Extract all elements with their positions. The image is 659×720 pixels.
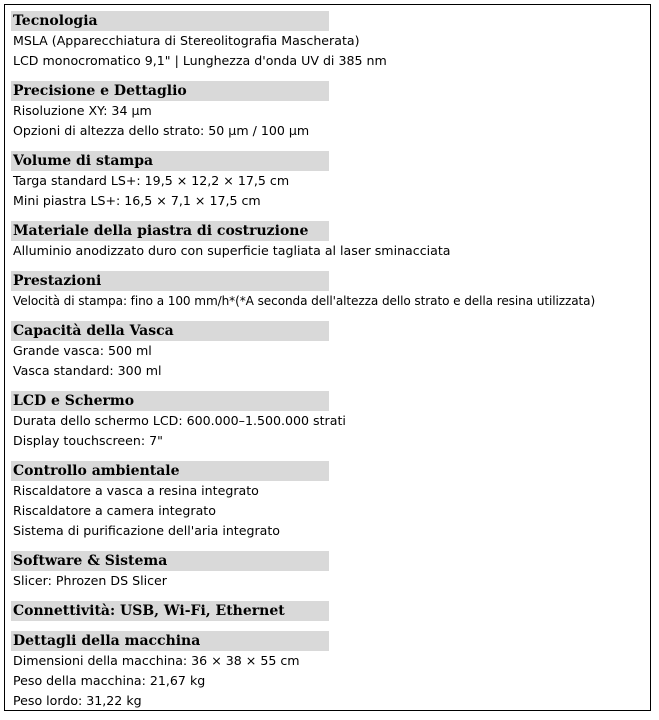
section-heading: Connettività: USB, Wi-Fi, Ethernet (11, 601, 329, 621)
section-heading: Dettagli della macchina (11, 631, 329, 651)
section-heading: Prestazioni (11, 271, 329, 291)
section-tecnologia (11, 11, 646, 71)
section-heading: Tecnologia (11, 11, 329, 31)
spec-sheet (11, 11, 646, 711)
spec-line: Vasca standard: 300 ml (13, 363, 162, 378)
section-materiale (11, 221, 646, 261)
spec-line: Riscaldatore a camera integrato (13, 503, 216, 518)
spec-line: Riscaldatore a vasca a resina integrato (13, 483, 259, 498)
spec-line: Targa standard LS+: 19,5 × 12,2 × 17,5 cm (13, 173, 290, 188)
spec-line: MSLA (Apparecchiatura di Stereolitografia Mascherata) (13, 33, 360, 48)
section-volume (11, 151, 646, 211)
spec-line: Velocità di stampa: fino a 100 mm/h*(*A seconda dell'altezza dello strato e della resina utilizzata) (13, 294, 596, 308)
section-prestazioni (11, 271, 646, 311)
spec-sheet-frame (4, 4, 651, 711)
section-heading: Materiale della piastra di costruzione (11, 221, 329, 241)
spec-line: Durata dello schermo LCD: 600.000–1.500.000 strati (13, 413, 346, 428)
section-heading: Software & Sistema (11, 551, 329, 571)
spec-line: Slicer: Phrozen DS Slicer (13, 573, 167, 588)
section-heading: LCD e Schermo (11, 391, 329, 411)
section-heading: Volume di stampa (11, 151, 329, 171)
section-controllo-ambientale (11, 461, 646, 541)
section-precisione (11, 81, 646, 141)
section-heading: Precisione e Dettaglio (11, 81, 329, 101)
section-dettagli-macchina (11, 631, 646, 711)
spec-line: Alluminio anodizzato duro con superficie tagliata al laser sminacciata (13, 243, 451, 258)
spec-line: Risoluzione XY: 34 µm (13, 103, 152, 118)
spec-line: Dimensioni della macchina: 36 × 38 × 55 cm (13, 653, 300, 668)
spec-line: Opzioni di altezza dello strato: 50 µm / 100 µm (13, 123, 310, 138)
spec-line: LCD monocromatico 9,1" | Lunghezza d'onda UV di 385 nm (13, 53, 387, 68)
spec-line: Peso della macchina: 21,67 kg (13, 673, 206, 688)
spec-line: Grande vasca: 500 ml (13, 343, 152, 358)
spec-line: Peso lordo: 31,22 kg (13, 693, 142, 708)
section-lcd-schermo (11, 391, 646, 451)
section-software (11, 551, 646, 591)
section-heading: Controllo ambientale (11, 461, 329, 481)
section-connettivita (11, 601, 646, 621)
spec-line: Sistema di purificazione dell'aria integrato (13, 523, 281, 538)
spec-line: Display touchscreen: 7" (13, 433, 163, 448)
section-heading: Capacità della Vasca (11, 321, 329, 341)
spec-line: Mini piastra LS+: 16,5 × 7,1 × 17,5 cm (13, 193, 261, 208)
section-capacita-vasca (11, 321, 646, 381)
